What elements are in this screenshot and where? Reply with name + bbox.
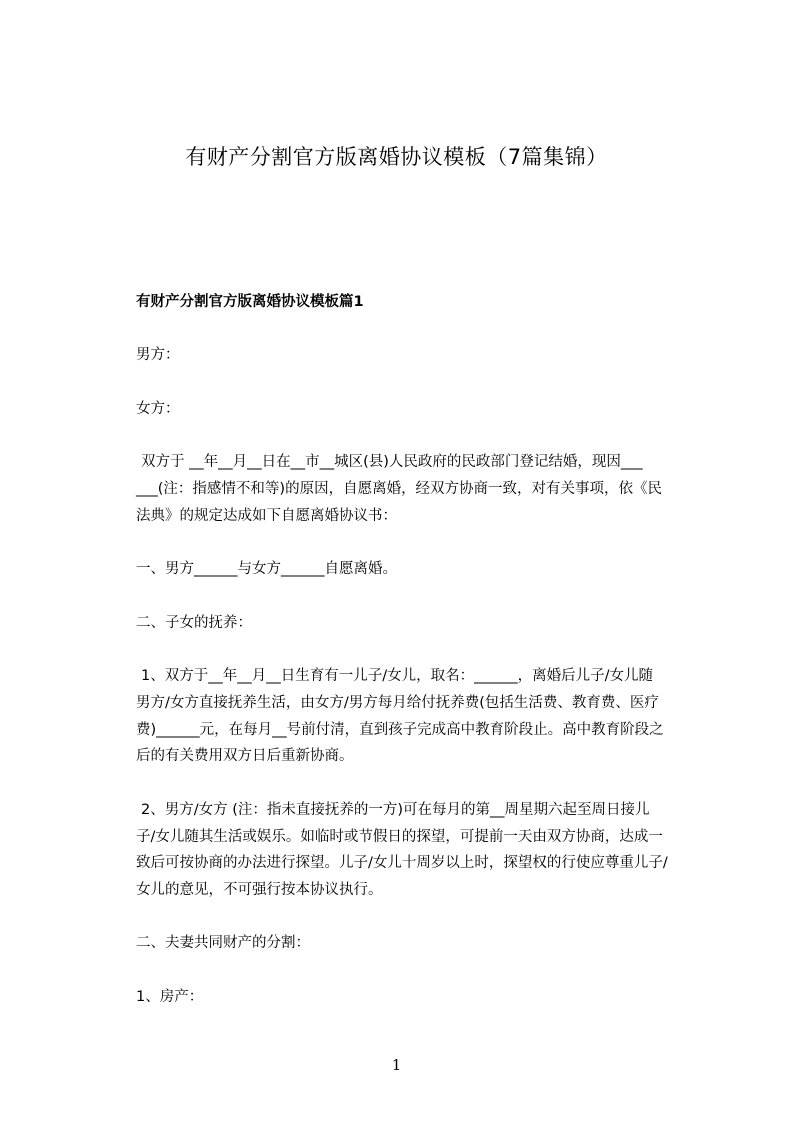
clause-visitation-line: 女儿的意见，不可强行按本协议执行。 (136, 882, 383, 898)
clause-child-support-line: 后的有关费用双方日后重新协商。 (136, 748, 354, 764)
male-party-line: 男方： (136, 347, 180, 363)
clause-child-support-line: 男方/女方直接抚养生活，由女方/男方每月给付抚养费(包括生活费、教育费、医疗 (136, 695, 659, 711)
section-heading: 有财产分割官方版离婚协议模板篇1 (136, 294, 364, 310)
intro-paragraph-line: 双方于 __年__月__日在__市__城区(县)人民政府的民政部门登记结婚，现因___ (141, 454, 643, 470)
intro-paragraph-line: 法典》的规定达成如下自愿离婚协议书： (136, 508, 397, 524)
document-title: 有财产分割官方版离婚协议模板（7篇集锦） (185, 145, 608, 169)
intro-paragraph-line: ___(注：指感情不和等)的原因，自愿离婚，经双方协商一致，对有关事项，依《民 (136, 481, 663, 497)
clause-visitation-line: 致后可按协商的办法进行探望。儿子/女儿十周岁以上时，探望权的行使应尊重儿子/ (136, 855, 668, 871)
page-number: 1 (391, 1056, 402, 1074)
clause-child-support-line: 费)______元，在每月__号前付清，直到孩子完成高中教育阶段止。高中教育阶段之 (136, 722, 664, 738)
female-party-line: 女方： (136, 401, 180, 417)
clause-visitation-line: 子/女儿随其生活或娱乐。如临时或节假日的探望，可提前一天由双方协商，达成一 (136, 829, 663, 845)
clause-child-support-line: 1、双方于__年__月__日生育有一儿子/女儿，取名：______，离婚后儿子/女儿随 (141, 668, 653, 684)
clause-property-division-heading: 二、夫妻共同财产的分割： (136, 935, 310, 951)
clause-real-estate-line: 1、房产： (136, 989, 204, 1005)
clause-divorce-consent: 一、男方______与女方______自愿离婚。 (136, 561, 397, 577)
clause-child-custody-heading: 二、子女的抚养： (136, 615, 252, 631)
clause-visitation-line: 2、男方/女方 (注：指未直接抚养的一方)可在每月的第__周星期六起至周日接儿 (141, 802, 650, 818)
